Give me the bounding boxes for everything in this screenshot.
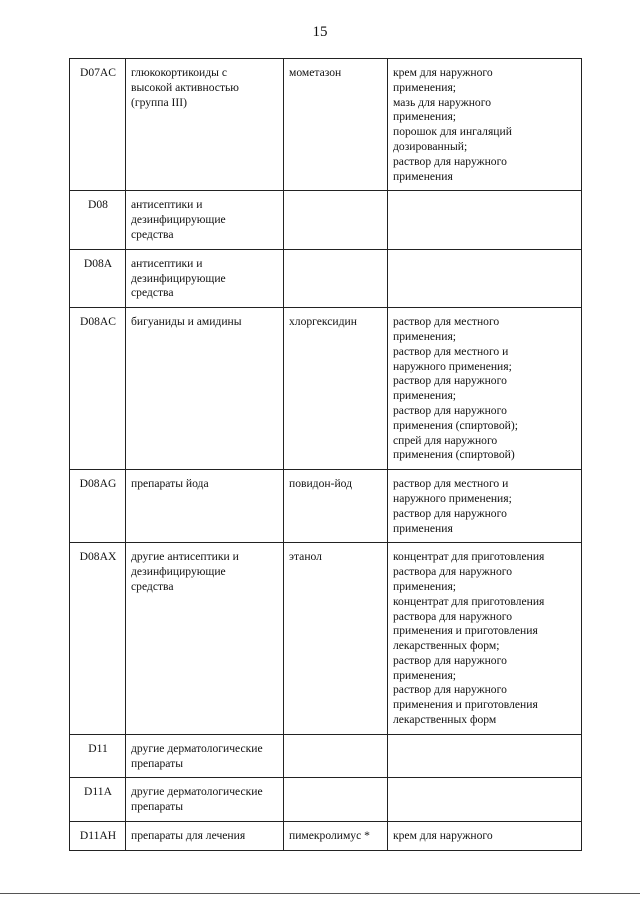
atc-code-cell: D11 bbox=[70, 734, 126, 778]
drug-name-cell bbox=[284, 249, 388, 307]
table-row bbox=[70, 543, 582, 735]
dosage-forms-cell: крем для наружного применения; мазь для наружного применения; порошок для ингаляций дозированный; раствор для наружного применения bbox=[388, 59, 582, 191]
group-name-cell: глюкокортикоиды с высокой активностью (группа III) bbox=[126, 59, 284, 191]
drug-name-cell bbox=[284, 778, 388, 822]
dosage-forms-cell bbox=[388, 734, 582, 778]
group-name-cell: антисептики и дезинфицирующие средства bbox=[126, 249, 284, 307]
table-row bbox=[70, 59, 582, 191]
dosage-forms-cell: раствор для местного применения; раствор для местного и наружного применения; раствор для наружного применения; раствор для наружного применения (спиртовой); спрей для наружного применения (спиртовой) bbox=[388, 308, 582, 470]
drug-classification-table bbox=[69, 58, 582, 851]
atc-code-cell: D11AH bbox=[70, 822, 126, 851]
group-name-cell: препараты йода bbox=[126, 470, 284, 543]
dosage-forms-cell bbox=[388, 778, 582, 822]
drug-name-cell: мометазон bbox=[284, 59, 388, 191]
dosage-forms-cell: крем для наружного bbox=[388, 822, 582, 851]
group-name-cell: другие антисептики и дезинфицирующие средства bbox=[126, 543, 284, 735]
drug-name-cell: повидон-йод bbox=[284, 470, 388, 543]
drug-name-cell: пимекролимус * bbox=[284, 822, 388, 851]
table-row bbox=[70, 191, 582, 249]
atc-code-cell: D08AG bbox=[70, 470, 126, 543]
group-name-cell: антисептики и дезинфицирующие средства bbox=[126, 191, 284, 249]
atc-code-cell: D08AC bbox=[70, 308, 126, 470]
atc-code-cell: D08A bbox=[70, 249, 126, 307]
table-row bbox=[70, 470, 582, 543]
group-name-cell: другие дерматологические препараты bbox=[126, 778, 284, 822]
page-number: 15 bbox=[312, 24, 328, 40]
dosage-forms-cell: раствор для местного и наружного применения; раствор для наружного применения bbox=[388, 470, 582, 543]
table-row bbox=[70, 308, 582, 470]
group-name-cell: бигуаниды и амидины bbox=[126, 308, 284, 470]
drug-name-cell bbox=[284, 191, 388, 249]
atc-code-cell: D08AX bbox=[70, 543, 126, 735]
dosage-forms-cell: концентрат для приготовления раствора для наружного применения; концентрат для приготовления раствора для наружного применения и приготовления лекарственных форм; раствор для наружного применения; раствор для наружного применения и приготовления лекарственных форм bbox=[388, 543, 582, 735]
table-row bbox=[70, 822, 582, 851]
table-row bbox=[70, 778, 582, 822]
drug-name-cell bbox=[284, 734, 388, 778]
atc-code-cell: D07AC bbox=[70, 59, 126, 191]
atc-code-cell: D11A bbox=[70, 778, 126, 822]
dosage-forms-cell bbox=[388, 249, 582, 307]
atc-code-cell: D08 bbox=[70, 191, 126, 249]
group-name-cell: препараты для лечения bbox=[126, 822, 284, 851]
drug-name-cell: хлоргексидин bbox=[284, 308, 388, 470]
group-name-cell: другие дерматологические препараты bbox=[126, 734, 284, 778]
table-row bbox=[70, 249, 582, 307]
table-row bbox=[70, 734, 582, 778]
dosage-forms-cell bbox=[388, 191, 582, 249]
page-bottom-divider bbox=[0, 893, 640, 894]
drug-name-cell: этанол bbox=[284, 543, 388, 735]
